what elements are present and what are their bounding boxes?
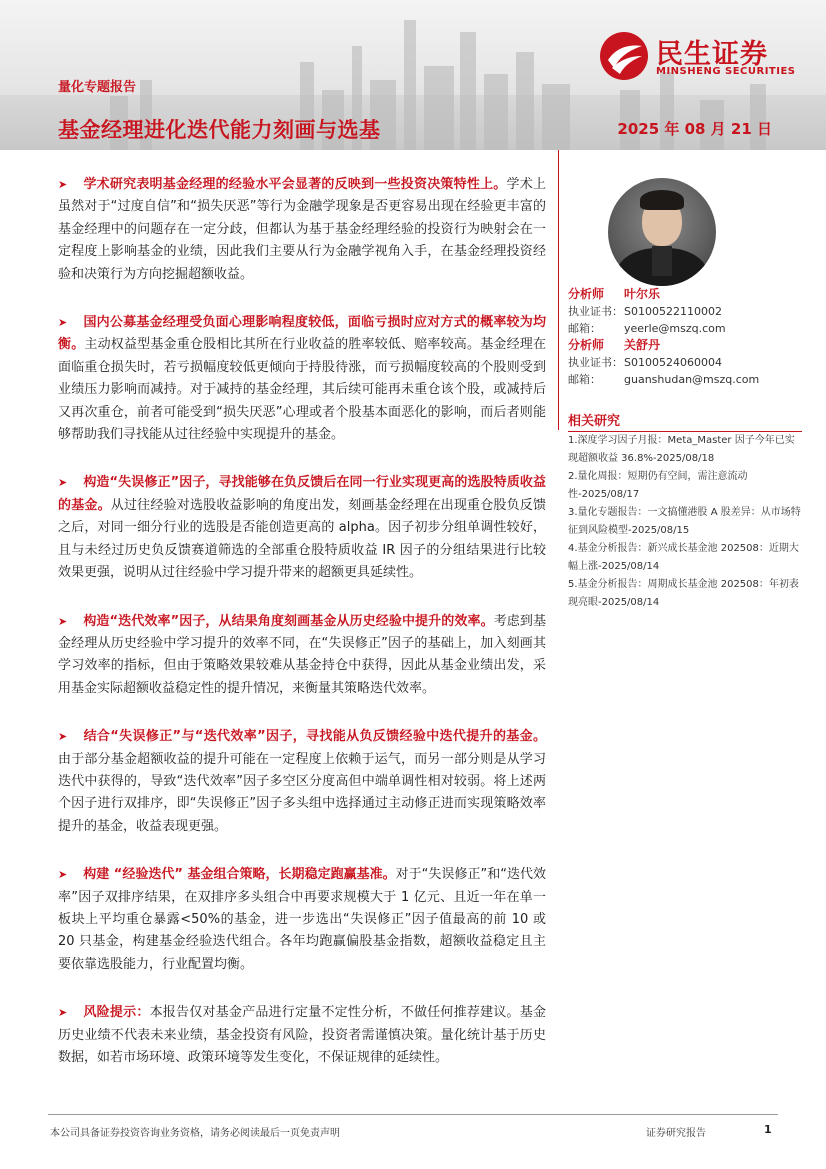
analyst-email-row bbox=[568, 320, 726, 337]
analyst-role: 分析师 bbox=[568, 287, 605, 301]
footer-divider bbox=[48, 1114, 778, 1115]
analyst-role: 分析师 bbox=[568, 338, 605, 352]
paragraph-highlight: 构造“迭代效率”因子，从结果角度刻画基金从历史经验中提升的效率。 bbox=[83, 613, 494, 629]
footer-label: 证券研究报告 bbox=[646, 1128, 706, 1139]
column-divider bbox=[558, 150, 559, 430]
analyst-email[interactable]: guanshudan@mszq.com bbox=[624, 373, 760, 386]
logo-chinese-name: 民生证券 bbox=[656, 39, 768, 70]
analyst-cert-row bbox=[568, 354, 722, 371]
cert-label: 执业证书： bbox=[568, 305, 623, 318]
banner-building bbox=[542, 84, 570, 150]
logo-english-name: MINSHENG SECURITIES bbox=[656, 66, 796, 77]
summary-paragraph bbox=[58, 174, 546, 286]
bullet-arrow-icon: ➤ bbox=[58, 730, 68, 744]
summary-paragraph bbox=[58, 472, 546, 584]
banner-building bbox=[516, 52, 534, 150]
banner-building bbox=[460, 32, 476, 150]
related-research-item[interactable]: 4.基金分析报告：新兴成长基金池 202508：近期大幅上涨-2025/08/14 bbox=[568, 543, 799, 572]
bullet-arrow-icon: ➤ bbox=[58, 868, 68, 882]
paragraph-body: 主动权益型基金重仓股相比其所在行业收益的胜率较低、赔率较高。基金经理在面临重仓损失时，若亏损幅度较低更倾向于持股待涨，而亏损幅度较高的个股则受到业绩压力影响而减持。对于减持的基金经理，其后续可能再未重仓该个股，或减持后又再次重仓，前者可能受到“损失厌恶”心理或者个股基本面恶化的影响，而后者则能够帮助我们寻找能从过往经验中实现提升的基金。 bbox=[58, 337, 546, 443]
bullet-arrow-icon: ➤ bbox=[58, 476, 68, 490]
banner-building bbox=[750, 84, 766, 150]
report-type: 量化专题报告 bbox=[58, 80, 137, 95]
analyst-photo bbox=[608, 178, 716, 286]
analyst-cert: S0100522110002 bbox=[624, 305, 722, 318]
bullet-arrow-icon: ➤ bbox=[58, 614, 68, 628]
footer-disclaimer: 本公司具备证券投资咨询业务资格，请务必阅读最后一页免责声明 bbox=[50, 1128, 340, 1139]
banner-building bbox=[404, 20, 416, 150]
analyst-email-row bbox=[568, 371, 759, 388]
summary-paragraph bbox=[58, 611, 546, 701]
paragraph-body: 对于“失误修正”和“迭代效率”因子双排序结果，在双排序多头组合中再要求规模大于 1 亿元、且近一年在单一板块上平均重仓暴露<50%的基金，进一步选出“失误修正”因子值最高的前 10 或 20 只基金，构建基金经验迭代组合。各年均跑赢偏股基金指数，超额收益稳定且主要依靠选股能力，行业配置均衡。 bbox=[58, 867, 546, 972]
analyst-cert: S0100524060004 bbox=[624, 356, 722, 369]
paragraph-highlight: 结合“失误修正”与“迭代效率”因子，寻找能从负反馈经验中迭代提升的基金。 bbox=[83, 729, 546, 745]
summary-paragraph bbox=[58, 1002, 546, 1069]
paragraph-body: 考虑到基金经理从历史经验中学习提升的效率不同，在“失误修正”因子的基础上，加入刻画其学习效率的指标，但由于策略效果较难从基金持仓中获得，因此从基金业绩出发，采用基金实际超额收益稳定性的提升情况，来衡量其策略迭代效率。 bbox=[58, 613, 546, 696]
bullet-arrow-icon: ➤ bbox=[58, 1006, 68, 1020]
analyst-cert-row bbox=[568, 303, 722, 320]
report-title: 基金经理进化迭代能力刻画与选基 bbox=[58, 118, 381, 142]
email-label: 邮箱： bbox=[568, 373, 601, 386]
analyst-email[interactable]: yeerle@mszq.com bbox=[624, 322, 726, 335]
cert-label: 执业证书： bbox=[568, 356, 623, 369]
banner-building bbox=[424, 66, 454, 150]
analyst-name: 关舒丹 bbox=[624, 338, 661, 352]
bullet-arrow-icon: ➤ bbox=[58, 178, 68, 191]
analyst-name-row bbox=[568, 337, 660, 354]
page-number: 1 bbox=[764, 1123, 772, 1136]
related-research-item[interactable]: 3.量化专题报告：一文搞懂港股 A 股差异：从市场特征到风险模型-2025/08/15 bbox=[568, 507, 801, 536]
paragraph-body: 本报告仅对基金产品进行定量不定性分析，不做任何推荐建议。基金历史业绩不代表未来业绩，基金投资有风险，投资者需谨慎决策。量化统计基于历史数据，如若市场环境、政策环境等发生变化，不保证规律的延续性。 bbox=[58, 1005, 546, 1065]
related-research-item[interactable]: 1.深度学习因子月报：Meta_Master 因子今年已实现超额收益 36.8%-2025/08/18 bbox=[568, 435, 795, 464]
related-research-list bbox=[568, 432, 802, 612]
paragraph-body: 学术上虽然对于“过度自信”和“损失厌恶”等行为金融学现象是否更容易出现在经验更丰富的基金经理中的问题存在一定分歧，但都认为基于基金经理经验的投资行为映射会在一定程度上影响基金的业绩，因此我们主要从行为金融学视角入手，在基金经理投资经验和决策行为方向挖掘超额收益。 bbox=[58, 177, 546, 282]
paragraph-highlight: 构建 “经验迭代” 基金组合策略，长期稳定跑赢基准。 bbox=[83, 867, 396, 883]
related-research-item[interactable]: 5.基金分析报告：周期成长基金池 202508：年初表现亮眼-2025/08/14 bbox=[568, 579, 799, 608]
paragraph-highlight: 国内公募基金经理受负面心理影响程度较低，面临亏损时应对方式的概率较为均衡。 bbox=[58, 315, 546, 353]
email-label: 邮箱： bbox=[568, 322, 601, 335]
report-date: 2025 年 08 月 21 日 bbox=[617, 120, 772, 138]
summary-paragraph bbox=[58, 864, 546, 976]
related-research-item[interactable]: 2.量化周报：短期仍有空间，需注意流动性-2025/08/17 bbox=[568, 471, 748, 500]
banner-building bbox=[484, 74, 508, 150]
related-research-title: 相关研究 bbox=[568, 410, 802, 432]
bullet-arrow-icon: ➤ bbox=[58, 316, 68, 330]
paragraph-body: 由于部分基金超额收益的提升可能在一定程度上依赖于运气，而另一部分则是从学习迭代中获得的，导致“迭代效率”因子多空区分度高但中端单调性相对较弱。将上述两个因子进行双排序，即“失误修正”因子多头组中选择通过主动修正进而实现策略效率提升的基金，收益表现更强。 bbox=[58, 751, 546, 834]
company-logo bbox=[598, 30, 798, 86]
summary-paragraph bbox=[58, 726, 546, 838]
photo-shirt bbox=[652, 246, 672, 276]
photo-hair bbox=[640, 190, 684, 210]
paragraph-highlight: 学术研究表明基金经理的经验水平会显著的反映到一些投资决策特性上。 bbox=[83, 177, 507, 192]
paragraph-body: 从过往经验对选股收益影响的角度出发，刻画基金经理在出现重仓股负反馈之后，对同一细分行业的选股是否能创造更高的 alpha。因子初步分组单调性较好，且与未经过历史负反馈赛道筛选的全部重仓股特质收益 IR 因子的分组结果进行比较效果更强，说明从过往经验中学习提升带来的超额更具延续性。 bbox=[58, 497, 546, 581]
summary-section bbox=[58, 174, 546, 1095]
logo-mark-icon bbox=[598, 30, 650, 82]
paragraph-highlight: 风险提示： bbox=[83, 1005, 150, 1021]
analyst-name: 叶尔乐 bbox=[624, 287, 661, 301]
paragraph-highlight: 构造“失误修正”因子，寻找能够在负反馈后在同一行业实现更高的选股特质收益的基金。 bbox=[58, 475, 546, 513]
analyst-name-row bbox=[568, 286, 660, 303]
summary-paragraph bbox=[58, 312, 546, 446]
